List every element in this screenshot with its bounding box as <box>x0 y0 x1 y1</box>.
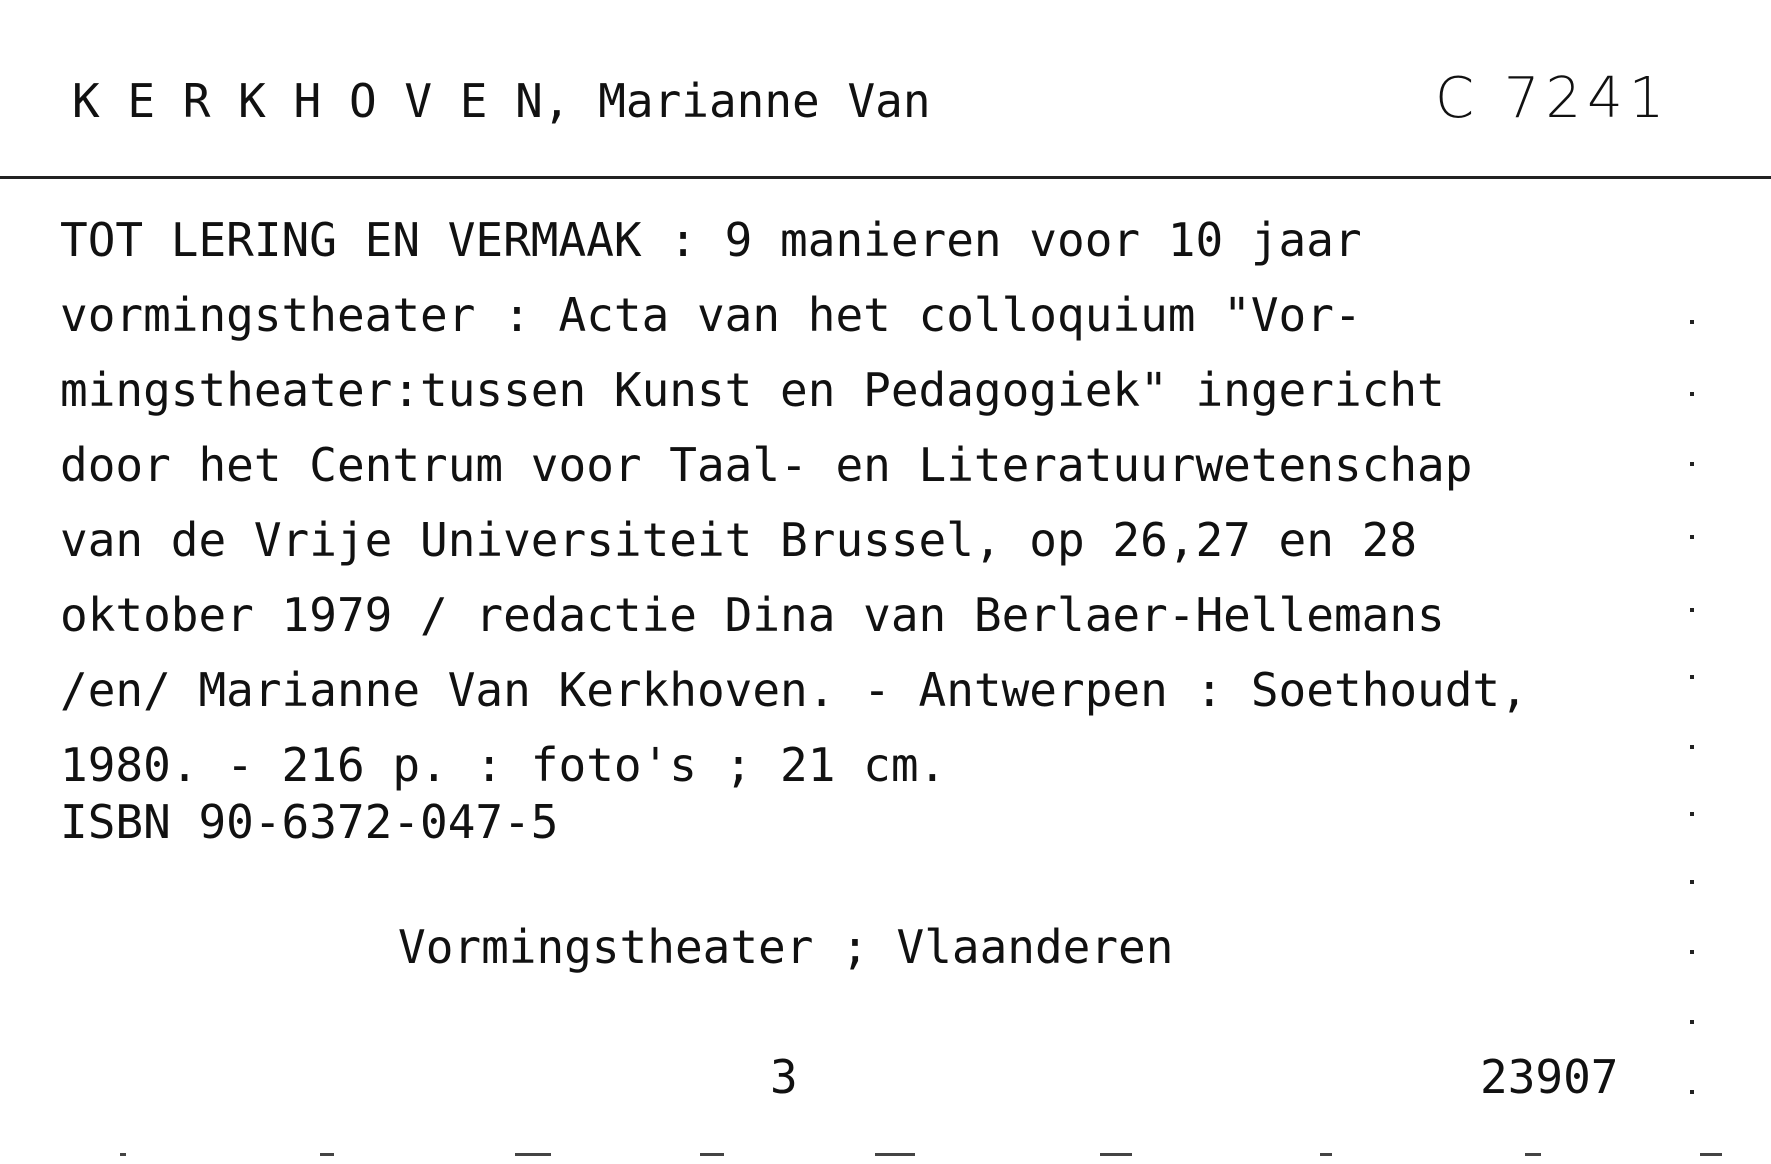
title-description <box>60 203 1700 803</box>
bottom-edge-mark <box>320 1153 334 1156</box>
margin-dot <box>1690 392 1694 396</box>
description-line: van de Vrije Universiteit Brussel, op 26,27 en 28 <box>60 513 1418 567</box>
bottom-edge-mark <box>1100 1153 1132 1156</box>
description-line: /en/ Marianne Van Kerkhoven. - Antwerpen : Soethoudt, <box>60 663 1528 717</box>
margin-dot <box>1690 1090 1694 1094</box>
margin-dot <box>1690 812 1694 816</box>
bottom-edge-mark <box>700 1153 724 1156</box>
bottom-edge-mark <box>1525 1153 1541 1156</box>
margin-dot <box>1690 320 1694 324</box>
bottom-edge-mark <box>120 1153 126 1156</box>
call-number: C 7241 <box>1435 66 1671 131</box>
margin-dot <box>1690 745 1694 749</box>
bottom-edge-mark <box>1700 1153 1722 1156</box>
margin-dot <box>1690 675 1694 679</box>
bottom-edge-mark <box>515 1153 551 1156</box>
isbn: ISBN 90-6372-047-5 <box>60 795 559 849</box>
description-line: mingstheater:tussen Kunst en Pedagogiek" ingericht <box>60 363 1445 417</box>
bottom-edge-mark <box>1320 1153 1332 1156</box>
description-line: door het Centrum voor Taal- en Literatuurwetenschap <box>60 438 1473 492</box>
description-line: vormingstheater : Acta van het colloquium "Vor- <box>60 288 1362 342</box>
margin-dot <box>1690 880 1694 884</box>
margin-dot <box>1690 950 1694 954</box>
bottom-edge-mark <box>875 1153 915 1156</box>
description-line: oktober 1979 / redactie Dina van Berlaer-Hellemans <box>60 588 1445 642</box>
margin-dot <box>1690 462 1694 466</box>
margin-dot <box>1690 608 1694 612</box>
description-line: TOT LERING EN VERMAAK : 9 manieren voor 10 jaar <box>60 213 1362 267</box>
divider-line <box>0 176 1771 179</box>
margin-dot <box>1690 535 1694 539</box>
author-heading: K E R K H O V E N, Marianne Van <box>72 74 931 128</box>
subject-headings: Vormingstheater ; Vlaanderen <box>398 920 1174 974</box>
description-line: 1980. - 216 p. : foto's ; 21 cm. <box>60 738 947 792</box>
copy-count: 3 <box>770 1050 798 1104</box>
margin-dot <box>1690 1020 1694 1024</box>
accession-number: 23907 <box>1480 1050 1619 1104</box>
